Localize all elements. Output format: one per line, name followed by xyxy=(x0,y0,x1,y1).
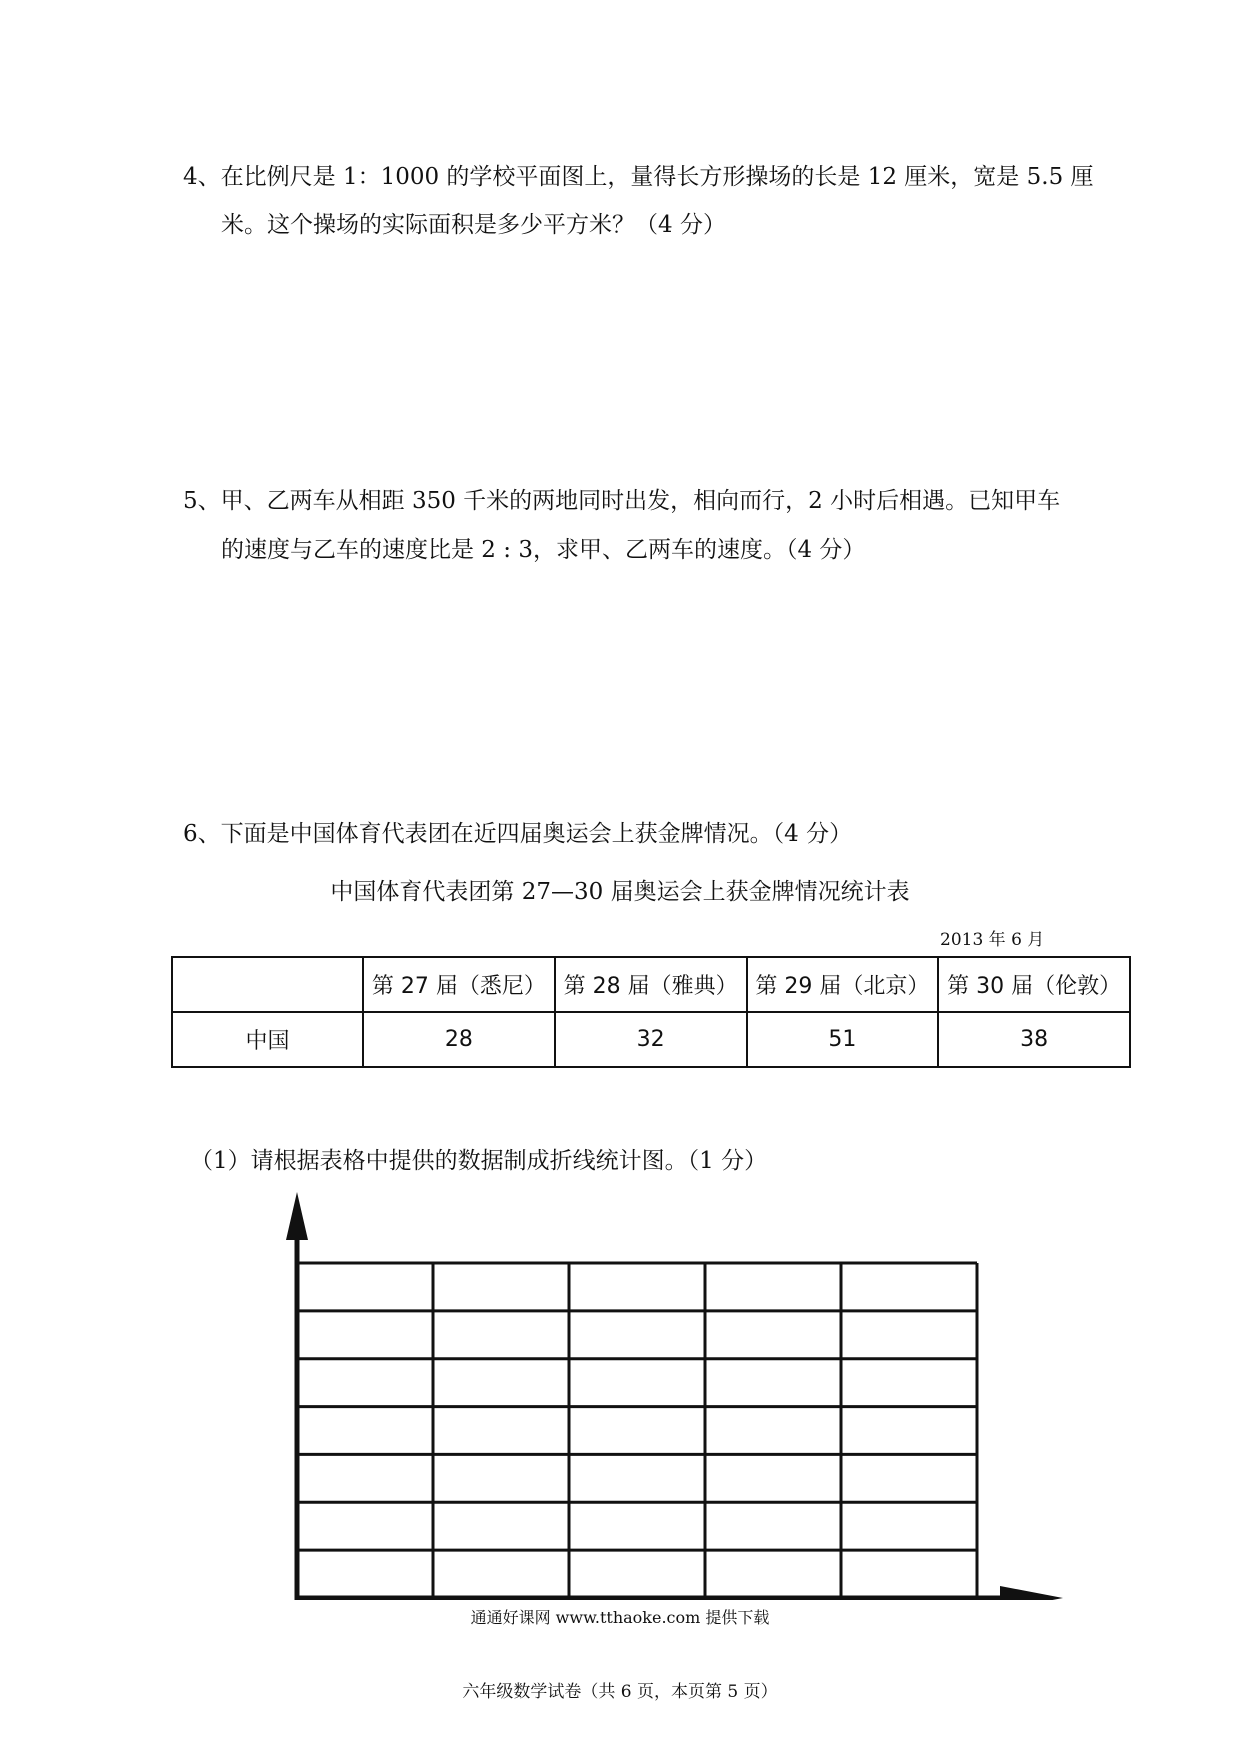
question-4-line-2: 米。这个操场的实际面积是多少平方米？（4 分） xyxy=(221,212,726,238)
table-cell: 28 xyxy=(363,1012,555,1067)
blank-line-chart-grid xyxy=(0,1180,1240,1600)
table-header-cell xyxy=(172,957,363,1012)
x-axis-arrow-icon xyxy=(1000,1586,1063,1600)
table-row-label: 中国 xyxy=(172,1012,363,1067)
y-axis-arrow-icon xyxy=(286,1192,308,1240)
table-date: 2013 年 6 月 xyxy=(940,930,1045,950)
table-header-row xyxy=(172,957,1130,1012)
table-header-cell: 第 30 届（伦敦） xyxy=(938,957,1130,1012)
question-6: 6、下面是中国体育代表团在近四届奥运会上获金牌情况。（4 分） xyxy=(183,821,853,847)
subquestion-1: （1）请根据表格中提供的数据制成折线统计图。（1 分） xyxy=(190,1148,768,1174)
table-cell: 38 xyxy=(938,1012,1130,1067)
question-4-line-1: 4、在比例尺是 1：1000 的学校平面图上，量得长方形操场的长是 12 厘米，宽是 5.5 厘 xyxy=(183,164,1094,190)
table-header-cell: 第 27 届（悉尼） xyxy=(363,957,555,1012)
question-5-line-2: 的速度与乙车的速度比是 2 : 3，求甲、乙两车的速度。（4 分） xyxy=(221,537,866,563)
table-header-cell: 第 29 届（北京） xyxy=(747,957,939,1012)
table-cell: 32 xyxy=(555,1012,747,1067)
table-row xyxy=(172,1012,1130,1067)
table-header-cell: 第 28 届（雅典） xyxy=(555,957,747,1012)
footer-page-info: 六年级数学试卷（共 6 页，本页第 5 页） xyxy=(462,1682,778,1702)
table-title: 中国体育代表团第 27—30 届奥运会上获金牌情况统计表 xyxy=(330,879,910,905)
grid-lines xyxy=(297,1263,977,1598)
medal-table xyxy=(171,956,1131,1068)
footer-site-credit: 通通好课网 www.tthaoke.com 提供下载 xyxy=(470,1608,770,1627)
question-5-line-1: 5、甲、乙两车从相距 350 千米的两地同时出发，相向而行，2 小时后相遇。已知甲车 xyxy=(183,488,1061,514)
table-cell: 51 xyxy=(747,1012,939,1067)
